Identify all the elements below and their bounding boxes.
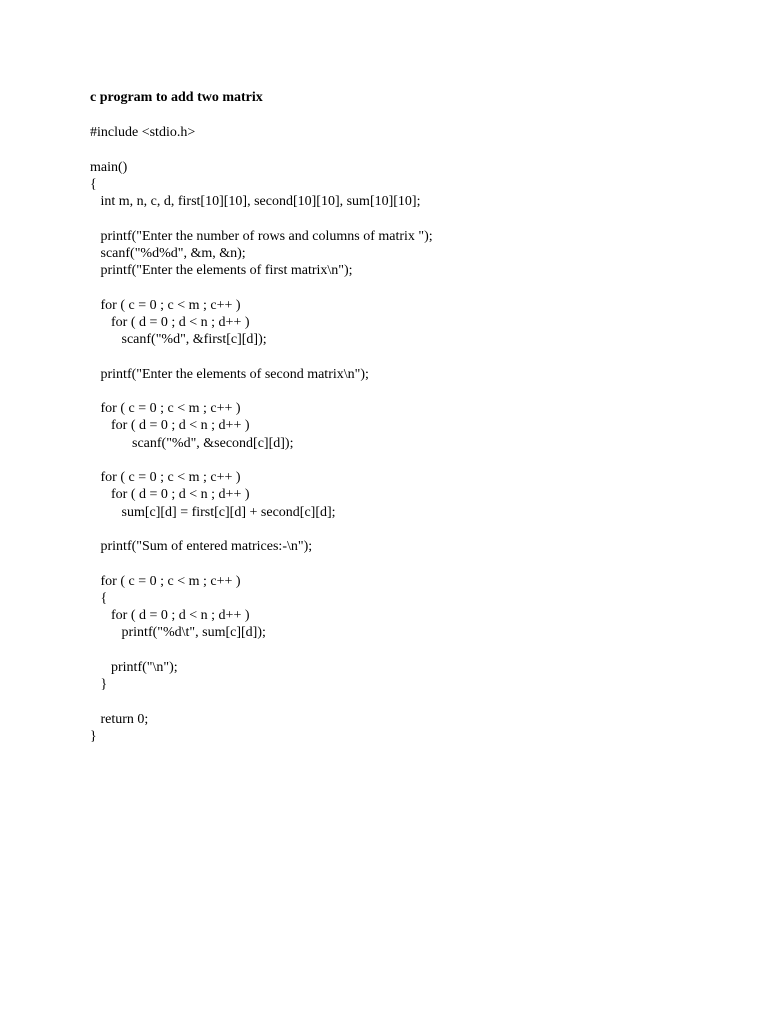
code-line: for ( c = 0 ; c < m ; c++ ) — [90, 297, 241, 313]
code-line: for ( c = 0 ; c < m ; c++ ) — [90, 573, 241, 589]
code-line: { — [90, 176, 97, 192]
code-line: #include <stdio.h> — [90, 125, 196, 140]
code-line: sum[c][d] = first[c][d] + second[c][d]; — [90, 504, 336, 520]
code-line: for ( d = 0 ; d < n ; d++ ) — [90, 418, 250, 434]
code-line: printf("Enter the number of rows and columns of matrix "); — [90, 228, 433, 244]
code-line: { — [90, 590, 108, 606]
code-line — [90, 555, 433, 572]
code-line — [90, 279, 433, 296]
code-line — [90, 141, 433, 158]
code-line: scanf("%d%d", &m, &n); — [90, 245, 246, 261]
code-line: for ( d = 0 ; d < n ; d++ ) — [90, 487, 250, 503]
code-line — [90, 521, 433, 538]
code-line: printf("Enter the elements of first matrix\n"); — [90, 263, 353, 278]
code-line — [90, 348, 433, 365]
code-line: return 0; — [90, 711, 149, 727]
code-line — [90, 693, 433, 710]
code-line: main() — [90, 159, 128, 175]
code-line: } — [90, 728, 97, 744]
code-line: for ( d = 0 ; d < n ; d++ ) — [90, 314, 250, 330]
code-line: } — [90, 677, 108, 692]
code-line: printf("Sum of entered matrices:-\n"); — [90, 539, 313, 554]
code-line: printf("Enter the elements of second matrix\n"); — [90, 366, 369, 382]
code-line — [90, 210, 433, 227]
code-block — [90, 124, 433, 745]
code-line: for ( c = 0 ; c < m ; c++ ) — [90, 401, 241, 416]
code-line: scanf("%d", &first[c][d]); — [90, 332, 267, 347]
document-title: c program to add two matrix — [90, 90, 263, 105]
code-line: printf("%d\t", sum[c][d]); — [90, 625, 266, 641]
code-line — [90, 383, 433, 400]
code-line: for ( c = 0 ; c < m ; c++ ) — [90, 470, 241, 485]
code-line: int m, n, c, d, first[10][10], second[10][10], sum[10][10]; — [90, 194, 421, 209]
code-line: scanf("%d", &second[c][d]); — [90, 435, 294, 451]
code-line: for ( d = 0 ; d < n ; d++ ) — [90, 608, 250, 623]
code-line: printf("\n"); — [90, 659, 178, 675]
code-line — [90, 642, 433, 659]
code-line — [90, 452, 433, 469]
